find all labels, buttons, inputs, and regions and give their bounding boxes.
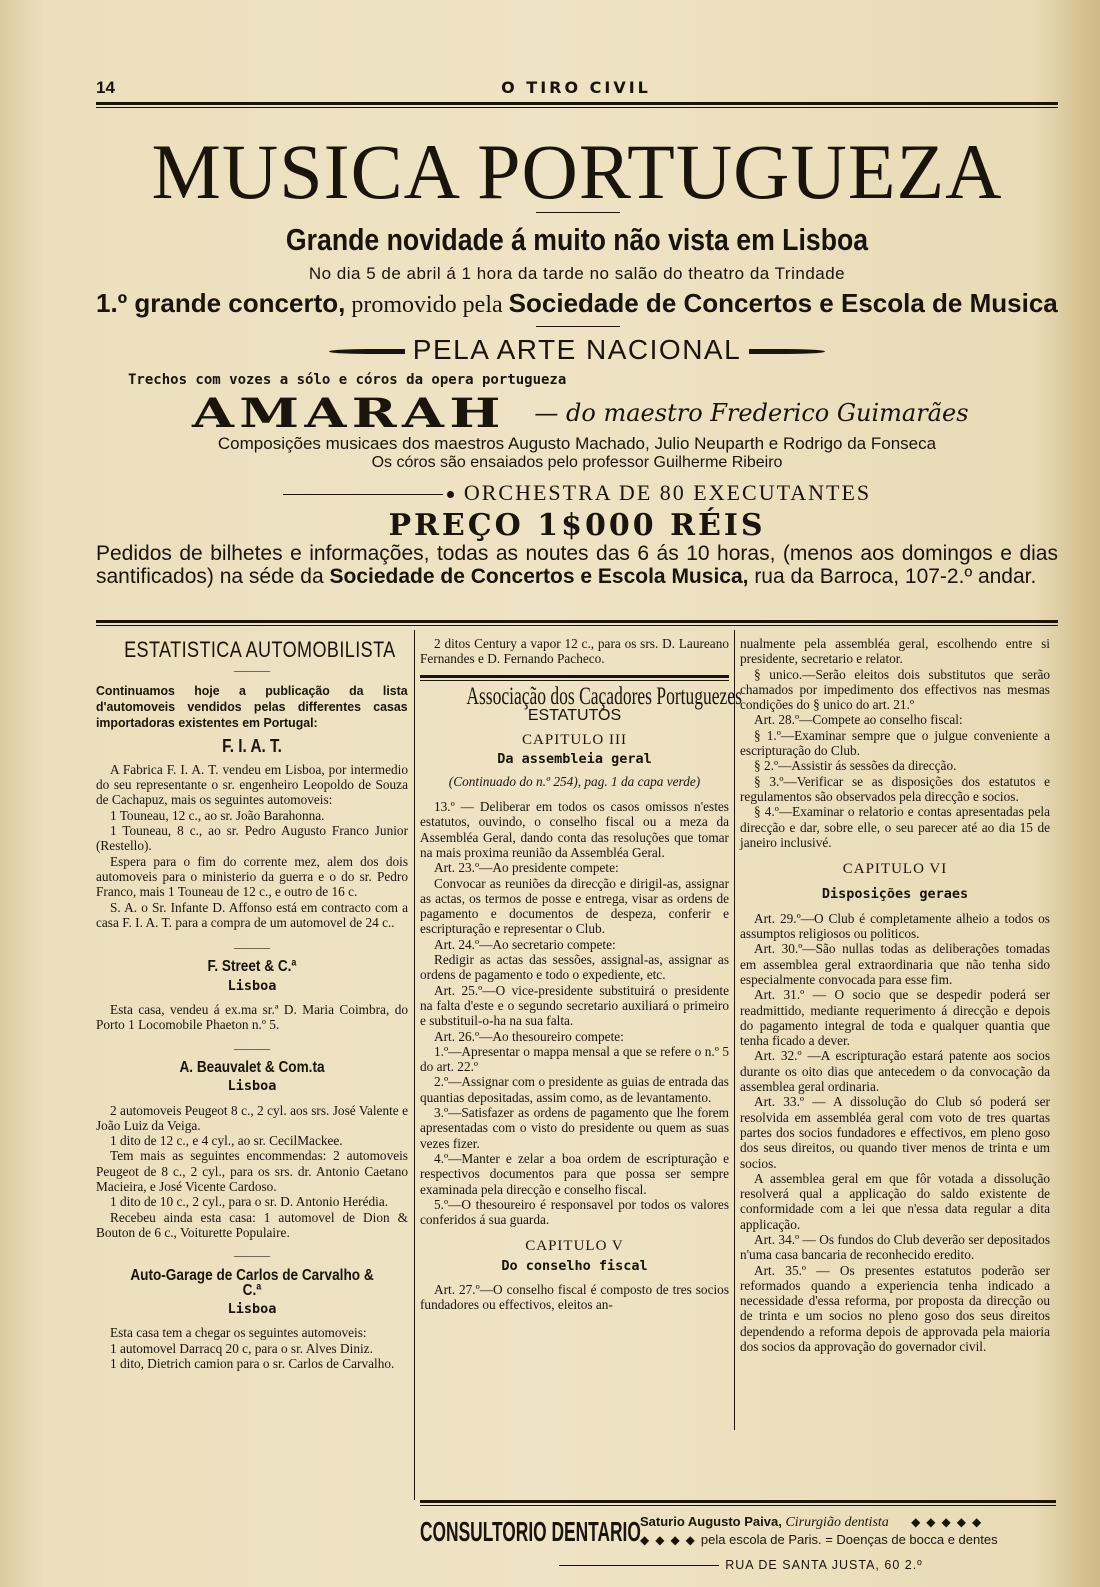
paragraph: 1 dito de 10 c., 2 cyl., para o sr. D. Antonio Herédia. [110,1194,389,1210]
ad-title: MUSICA PORTUGUEZA [151,128,1003,215]
paragraph: Art. 29.º—O Club é completamente alheio a todos os assumptos religiosos ou politicos. [740,910,1050,942]
ticket-info-b: Sociedade de Concertos e Escola Musica, [329,565,749,588]
title-rule [536,212,620,213]
concert-rule [536,326,620,327]
separator: ——— [234,1248,270,1263]
dentist-credentials: pela escola de Paris. = Doenças de bocca e dentes [700,1532,998,1547]
paragraph: Art. 24.º—Ao secretario compete: [434,936,616,952]
paragraph: S. A. o Sr. Infante D. Affonso está em contracto com a casa F. I. A. T. para a compra de um automovel de 24 c.. [96,899,408,930]
section-title: ESTATISTICA AUTOMOBILISTA [124,637,396,662]
dentist-advertisement [420,1510,1056,1582]
ad-bottom-rule [96,620,1058,626]
chapter-title: Disposições geraes [821,886,969,903]
address-rule [559,1565,719,1566]
section-rule [420,675,729,681]
paragraph: Art. 34.º — Os fundos do Club deverão ser depositados n'uma casa bancaria de reconhecido eredito. [740,1231,1050,1263]
opera-composer: — do maestro Frederico Guimarães [534,399,969,427]
chapter-heading: CAPITULO V [525,1238,624,1255]
paragraph: § 4.º—Examinar o relatorio e contas apresentadas pela direcção e dar, sobre elle, o seu parecer até ao dia 15 de janeiro inclusivé. [740,804,1050,850]
header-rule [96,102,1058,108]
column-automobile-stats [96,636,408,1371]
firm-heading-garage: Auto-Garage de Carlos de Carvalho & C.ª [130,1266,374,1299]
paragraph: Art. 33.º — A dissolução do Club só poderá ser resolvida em assembléa geral com voto de tres quartas partes dos socios fundadores e effectivos, em pleno goso dos seus direitos, ou quando tiver menos de trinta e um socios. [740,1094,1050,1171]
paragraph: 1 dito de 12 c., e 4 cyl., ao sr. CecilMackee. [110,1133,343,1149]
paragraph: 1 dito, Dietrich camion para o sr. Carlos de Carvalho. [110,1355,395,1371]
chapter-heading: CAPITULO III [522,732,627,749]
ad-price: PREÇO 1$000 RÉIS [388,508,766,543]
paragraph: Art. 26.º—Ao thesoureiro compete: [434,1028,624,1044]
paragraph: Esta casa, vendeu á ex.ma sr.ª D. Maria Coimbra, do Porto 1 Locomobile Phaeton n.º 5. [96,1002,408,1033]
paragraph: A assemblea geral em que fôr votada a dissolução resolverá qual a applicação do saldo existente de conformidade com a lei que n'essa data regular a dita applicação. [740,1170,1050,1232]
ad-ticket-info [96,542,1058,588]
paragraph: Convocar as reuniões da direcção e dirigil-as, assignar as actas, os termos de posse e entrega, visar as ordens de pagamento e documentos de despeza, conferir e escripturação e representar o Club. [420,875,729,937]
intro-paragraph: Continuamos hoje a publicação da lista d'automoveis vendidos pelas differentes casas importadoras existentes em Portugal: [96,682,408,730]
paragraph: 3.º—Satisfazer as ordens de pagamento que lhe forem apresentadas com o visto do presidente ou quem as suas vezes fizer. [420,1105,729,1151]
ad-arte-line [96,334,1058,366]
dentist-name: Saturio Augusto Paiva, [640,1514,782,1529]
footer-rule [420,1500,1056,1506]
orchestra-text: ORCHESTRA DE 80 EXECUTANTES [463,480,872,505]
dentist-credentials-line [640,1532,998,1547]
page-header [96,78,1056,100]
paragraph: § 1.º—Examinar sempre que o julgue conveniente a escripturação do Club. [740,727,1050,759]
paragraph: Art. 27.º—O conselho fiscal é composto de tres socios fundadores ou effectivos, eleitos an- [420,1281,729,1313]
ad-date-line: No dia 5 de abril á 1 hora da tarde no salão do theatro da Trindade [308,264,846,283]
concert-number: 1.º grande concerto, [96,288,346,318]
paragraph: 5.º—O thesoureiro é responsavel por todos os valores conferidos á sua guarda. [420,1196,729,1228]
column-hunters-association [420,636,742,1313]
separator: ——— [234,1040,270,1055]
column-divider [734,630,735,1430]
paragraph: Art. 35.º — Os presentes estatutos poderão ser reformados quando a experiencia tenha indicado a necessidade d'essa reforma, por proposta da direcção ou de trinta e um socios no pleno goso dos seus direitos dependendo a reforma depois de approvada pela maioria dos socios da approvação do governador civil. [740,1262,1050,1355]
concert-society: Sociedade de Concertos e Escola de Musica [508,288,1058,318]
city-label: Lisboa [227,1301,277,1318]
paragraph: 13.º — Deliberar em todos os casos omissos n'estes estatutos, ouvindo, o conselho fiscal ou a meza da Assembléa Geral, dando conta das resoluções que tomar na mais proxima reunião da Assembléa Geral. [420,799,729,860]
orchestra-rule [283,494,443,495]
dentist-title: CONSULTORIO DENTARIO [420,1516,641,1547]
paragraph: A Fabrica F. I. A. T. vendeu em Lisboa, por intermedio do seu representante o sr. engenheiro Leopoldo de Souza de Cachapuz, mais os seguintes automoveis: [96,761,408,808]
dentist-name-line [640,1514,987,1531]
section-title: Associação dos Caçadores Portuguezes [466,682,742,710]
chapter-heading: CAPITULO VI [842,861,948,878]
paragraph: Espera para o fim do corrente mez, alem dos dois automoveis para o ministerio da guerra e o do sr. Pedro Franco, mais 1 Touneau de 12 c., e outro de 16 c. [96,853,408,900]
separator: ——— [234,663,270,678]
concert-promoted: promovido pela [345,292,509,318]
chapter-title: Da assembleia geral [497,751,652,768]
paragraph: Esta casa tem a chegar os seguintes automoveis: [110,1325,367,1341]
paragraph: 1.º—Apresentar o mappa mensal a que se refere o n.º 5 do art. 22.º [420,1043,729,1075]
paragraph: 2 automoveis Peugeot 8 c., 2 cyl. aos srs. José Valente e João Luiz da Veiga. [96,1102,408,1133]
paragraph: § 3.º—Verificar se as disposições dos estatutos e regulamentos são observados pela direcção e socios. [740,773,1050,804]
paragraph: Recebeu ainda esta casa: 1 automovel de Dion & Bouton de 6 c., Voiturette Populaire. [96,1209,408,1240]
running-title: O TIRO CIVIL [501,78,651,97]
city-label: Lisboa [227,977,277,994]
dentist-role: Cirurgião dentista [785,1515,889,1530]
ad-orchestra [96,480,1058,506]
paragraph: § 2.º—Assistir ás sessões da direcção. [754,758,957,774]
paragraph: § unico.—Serão eleitos dois substitutos que serão chamados por impedimento dos effectivos nas mesmas condições do § unico do art. 21.º [740,666,1050,713]
paragraph: nualmente pela assembléa geral, escolhendo entre si presidente, secretario e relator. [740,636,1050,667]
ticket-info-c: rua da Barroca, 107-2.º andar. [748,565,1037,588]
firm-heading-beauvalet: A. Beauvalet & Com.ta [179,1058,325,1076]
ad-amarah-line [192,390,969,437]
chapter-title: Do conselho fiscal [501,1257,648,1274]
paragraph: 2 ditos Century a vapor 12 c., para os srs. D. Laureano Fernandes e D. Fernando Pacheco. [420,636,729,667]
ad-subtitle: Grande novidade á muito não vista em Lisboa [285,222,869,257]
column-divider [414,630,415,1500]
paragraph: Tem mais as seguintes encommendas: 2 automoveis Peugeot de 8 c., 2 cyl., para os srs. dr. Antonio Caetano Macieira, e José Vicente Cardoso. [96,1148,408,1195]
ad-trechos: Trechos com vozes a sólo e córos da opera portugueza [128,372,567,388]
paragraph: Art. 31.º — O socio que se despedir poderá ser readmittido, mediante requerimento á direcção e depois do pagamento integral de toda e qualquer quantia que tenha ficado a dever. [740,987,1050,1049]
concert-advertisement [96,124,1058,612]
ad-concert-line [96,288,1058,319]
arrow-left-ornament [329,349,405,354]
diamond-ornament-icon: ◆◆◆◆ [640,1533,701,1547]
paragraph: Art. 28.º—Compete ao conselho fiscal: [754,712,963,728]
paragraph: Art. 23.º—Ao presidente compete: [434,860,619,876]
diamond-ornament-icon: ◆◆◆◆◆ [892,1515,988,1529]
city-label: Lisboa [227,1078,277,1095]
arrow-right-ornament [749,349,825,354]
firm-heading-street: F. Street & C.ª [207,958,297,976]
paragraph: 1 Touneau, 12 c., ao sr. João Barahonna. [110,807,325,823]
continuation-note: (Continuado do n.º 254), pag. 1 da capa verde) [448,773,701,789]
bullet-icon [447,491,454,498]
paragraph: 4.º—Manter e zelar a boa ordem de escripturação e respectivos documentos para que possa ser sempre examinada pela direcção e conselho fiscal. [420,1150,729,1197]
arte-nacional: PELA ARTE NACIONAL [412,334,742,365]
paragraph: 2.º—Assignar com o presidente as guias de entrada das quantias depositadas, assim como, as de levantamento. [420,1074,729,1105]
paragraph: Art. 25.º—O vice-presidente substituirá o presidente na falta d'este e o segundo secretario auxiliará o primeiro e substituil-o-ha na sua falta. [420,982,729,1029]
paragraph: 1 Touneau, 8 c., ao sr. Pedro Augusto Franco Junior (Restello). [96,823,408,854]
ad-choir: Os córos são ensaiados pelo professor Guilherme Ribeiro [371,454,783,471]
page-number: 14 [96,78,115,97]
ticket-info-a: Pedidos de bilhetes e informações, todas as noutes das 6 ás 10 horas, (menos aos domingos e dias santificados) na séde da [96,542,1058,588]
column-statutes-continued [740,636,1050,1354]
dentist-address: RUA DE SANTA JUSTA, 60 2.º [725,1558,923,1572]
separator: ——— [234,940,270,955]
paragraph: 1 automovel Darracq 20 c, para o sr. Alves Diniz. [110,1340,373,1356]
statutes-heading: ESTATUTOS [527,706,622,724]
paragraph: Redigir as actas das sessões, assignal-as, assignar as ordens de pagamento e todo o expediente, etc. [420,952,729,983]
paragraph: Art. 32.º —A escripturação estará patente aos socios durante os oito dias que antecedem o da convocação da assemblea geral ordinaria. [740,1048,1050,1095]
firm-heading-fiat: F. I. A. T. [222,735,282,756]
ad-composers: Composições musicaes dos maestros Augusto Machado, Julio Neuparth e Rodrigo da Fonseca [217,434,937,453]
paragraph: Art. 30.º—São nullas todas as deliberações tomadas em assemblea geral extraordinaria que não tenha sido especialmente convocada para esse fim. [740,941,1050,987]
dentist-address-line [420,1558,1056,1572]
opera-title: AMARAH [192,390,506,437]
